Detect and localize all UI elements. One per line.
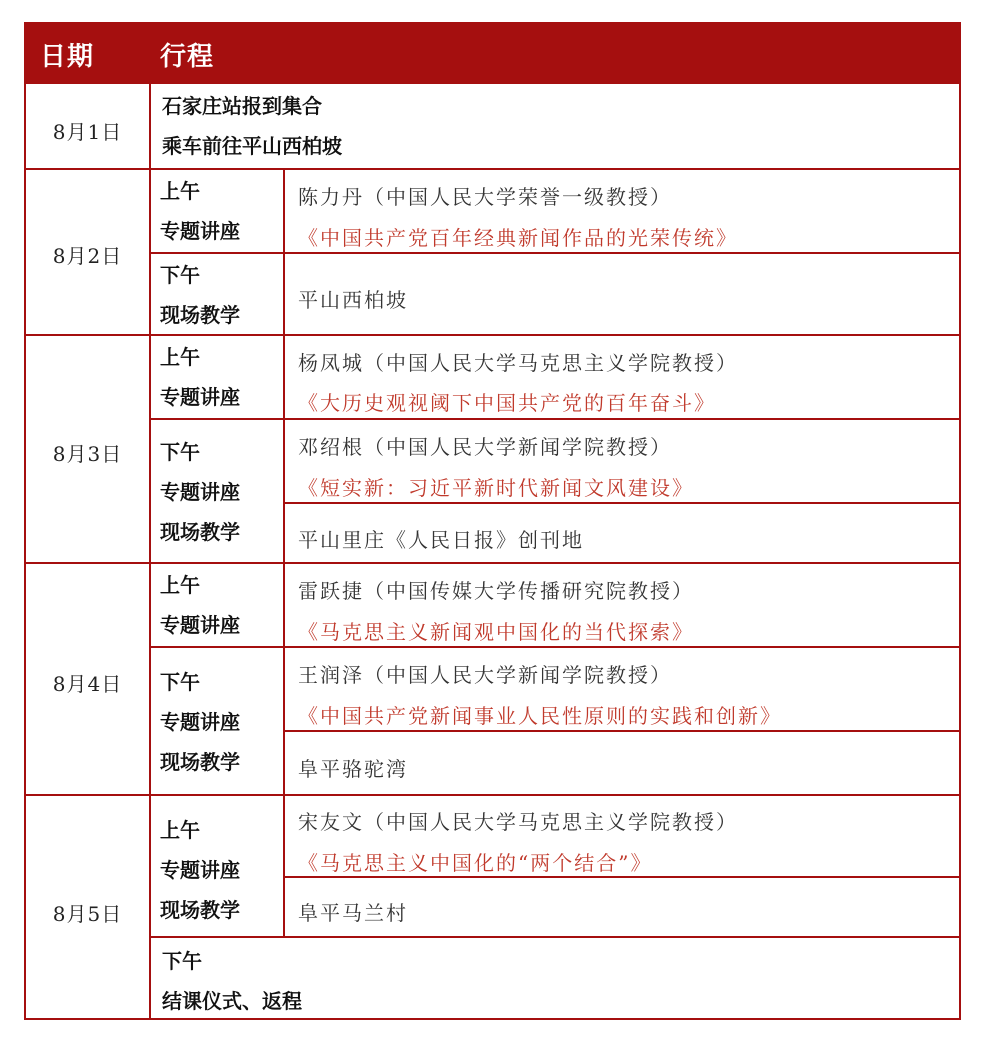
session-type: 专题讲座 — [160, 385, 240, 409]
schedule-table — [24, 22, 961, 1020]
item-divider — [283, 502, 959, 504]
lecture-title: 《中国共产党百年经典新闻作品的光荣传统》 — [298, 226, 738, 250]
session-time: 下午 — [160, 263, 200, 287]
lecture-title: 《马克思主义新闻观中国化的当代探索》 — [298, 620, 694, 644]
site-visit: 阜平骆驼湾 — [298, 757, 408, 781]
session-type: 专题讲座 — [160, 613, 240, 637]
session-time: 下午 — [162, 949, 202, 973]
session-label — [160, 432, 240, 552]
session-type: 专题讲座 — [160, 710, 240, 734]
lecture-speaker: 邓绍根（中国人民大学新闻学院教授） — [298, 435, 672, 459]
session-type: 专题讲座 — [160, 219, 240, 243]
session-type: 现场教学 — [160, 303, 240, 327]
day-date: 8月2日 — [52, 244, 123, 268]
lecture-speaker: 杨凤城（中国人民大学马克思主义学院教授） — [298, 351, 738, 375]
session-time: 上午 — [160, 345, 200, 369]
header-schedule: 行程 — [160, 42, 215, 72]
table-header — [26, 24, 959, 84]
day-date: 8月1日 — [52, 120, 123, 144]
site-visit: 平山里庄《人民日报》创刊地 — [298, 528, 584, 552]
row-divider — [26, 562, 959, 564]
session-label — [160, 255, 240, 335]
row-divider — [26, 168, 959, 170]
day-schedule — [162, 86, 342, 166]
day-date: 8月3日 — [52, 442, 123, 466]
session-time: 下午 — [160, 440, 200, 464]
session-label — [160, 565, 240, 645]
session-label — [162, 941, 302, 1021]
lecture-speaker: 宋友文（中国人民大学马克思主义学院教授） — [298, 810, 738, 834]
session-label — [160, 662, 240, 782]
schedule-line: 结课仪式、返程 — [162, 989, 302, 1013]
session-divider — [149, 252, 959, 254]
item-divider — [283, 730, 959, 732]
row-divider — [26, 794, 959, 796]
site-visit: 阜平马兰村 — [298, 901, 408, 925]
session-time: 上午 — [160, 573, 200, 597]
session-label — [160, 337, 240, 417]
session-divider — [149, 646, 959, 648]
label-column-divider — [283, 170, 285, 936]
session-divider — [149, 418, 959, 420]
lecture-title: 《马克思主义中国化的“两个结合”》 — [298, 851, 653, 875]
lecture-speaker: 雷跃捷（中国传媒大学传播研究院教授） — [298, 579, 694, 603]
session-label — [160, 171, 240, 251]
session-type: 现场教学 — [160, 750, 240, 774]
lecture-speaker: 王润泽（中国人民大学新闻学院教授） — [298, 663, 672, 687]
session-type: 现场教学 — [160, 898, 240, 922]
lecture-title: 《短实新：习近平新时代新闻文风建设》 — [298, 476, 694, 500]
session-time: 上午 — [160, 179, 200, 203]
schedule-line: 石家庄站报到集合 — [162, 94, 322, 118]
item-divider — [283, 876, 959, 878]
day-date: 8月5日 — [52, 902, 123, 926]
site-visit: 平山西柏坡 — [298, 288, 408, 312]
session-label — [160, 810, 240, 930]
lecture-speaker: 陈力丹（中国人民大学荣誉一级教授） — [298, 185, 672, 209]
lecture-title: 《大历史观视阈下中国共产党的百年奋斗》 — [298, 391, 716, 415]
session-divider — [149, 936, 959, 938]
session-time: 上午 — [160, 818, 200, 842]
date-column-divider — [149, 84, 151, 1018]
session-time: 下午 — [160, 670, 200, 694]
header-date: 日期 — [40, 42, 95, 72]
day-date: 8月4日 — [52, 672, 123, 696]
lecture-title: 《中国共产党新闻事业人民性原则的实践和创新》 — [298, 704, 782, 728]
session-type: 专题讲座 — [160, 858, 240, 882]
session-type: 专题讲座 — [160, 480, 240, 504]
schedule-line: 乘车前往平山西柏坡 — [162, 134, 342, 158]
session-type: 现场教学 — [160, 520, 240, 544]
